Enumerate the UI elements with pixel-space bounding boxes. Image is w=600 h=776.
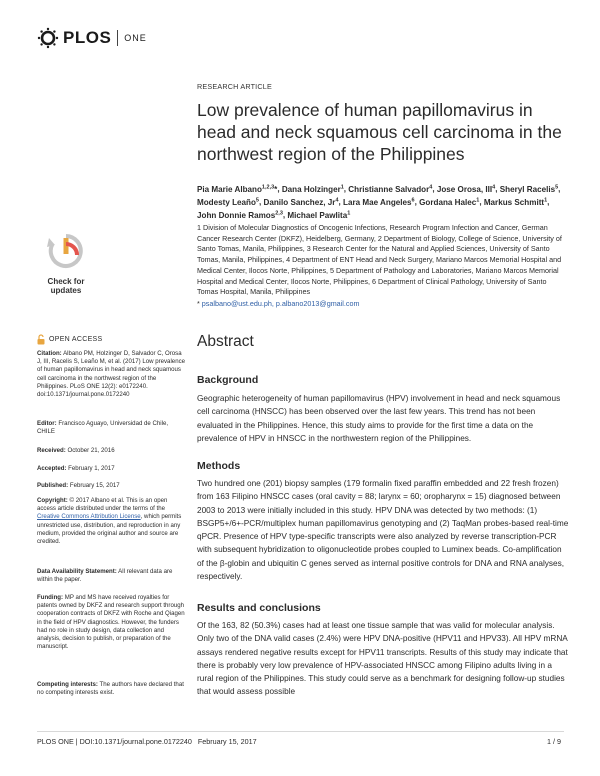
received-block bbox=[37, 447, 187, 455]
check-label-line1: Check for bbox=[47, 277, 85, 286]
author-affiliation-number: 5 bbox=[255, 196, 259, 203]
logo-sub: ONE bbox=[124, 33, 147, 43]
results-heading: Results and conclusions bbox=[197, 602, 321, 614]
author bbox=[197, 211, 283, 220]
competing-label: Competing interests: bbox=[37, 681, 98, 688]
affiliation-text: Division of Molecular Diagnostics of Oncogenic Infections, Research Program Infection and Cancer, German Cancer Research Center (DKFZ), Heidelberg, Germany, bbox=[197, 223, 548, 243]
competing-interests-block bbox=[37, 681, 187, 697]
methods-text: Two hundred one (201) biopsy samples (179 formalin fixed paraffin embedded and 22 fresh frozen) from 163 Filipino HNSCC cases (oral cavity = 88; larynx = 60; oropharynx = 15) diagnosed between 2003 to 2013 were initially included in this study. HPV DNA was detected by two methods: (1) BSGP5+/6+-PCR/multiplex human papillomavirus genotyping and (2) TaqMan probes-based real-time qPCR. Presence of HPV type-specific transcripts were also analyzed by reverse transcription-PCR with subsequent hybridization to oligonucleotide probes coupled to Luminex beads. Co-amplification of the β-globin and ubiquitin C genes served as internal positive controls for DNA and RNA analyses, respectively. bbox=[197, 479, 569, 582]
citation-text: Albano PM, Holzinger D, Salvador C, Orosa J, III, Racelis S, Leaño M, et al. (2017) Low prevalence of human papillomavirus in head and neck squamous cell carcinoma in the northwest region of the Philippines. PLoS ONE 12(2): e0172240. doi:10.1371/journal.pone.0172240 bbox=[37, 350, 186, 399]
funding-text: MP and MS have received royalties for patents owned by DKFZ and research support through cooperation contracts of DKFZ with Roche and Qiagen in the field of HPV diagnostics. However, the funders had no role in study design, data collection and analysis, decision to publish, or preparation of the manuscript. bbox=[37, 594, 185, 651]
data-availability-label: Data Availability Statement: bbox=[37, 568, 117, 575]
affiliation-text: Department of Pathology and Laboratories, Mariano Marcos Memorial Hospital and Medical Center, Ilocos Norte, Philippines, bbox=[197, 265, 559, 286]
received-label: Received: bbox=[37, 447, 66, 454]
editor-block bbox=[37, 420, 187, 436]
copyright-block bbox=[37, 497, 187, 546]
author-name: John Donnie Ramos bbox=[197, 210, 276, 220]
author bbox=[484, 198, 547, 207]
article-type: RESEARCH ARTICLE bbox=[197, 82, 272, 91]
footer-divider bbox=[37, 731, 564, 732]
author-name: Dana Holzinger bbox=[281, 184, 341, 194]
author bbox=[419, 198, 479, 207]
plos-one-logo bbox=[37, 26, 157, 50]
author bbox=[287, 211, 350, 220]
published-block bbox=[37, 482, 187, 490]
email-marker: * bbox=[197, 299, 202, 308]
author-affiliation-number: 4 bbox=[492, 184, 496, 190]
author-name: Markus Schmitt bbox=[483, 197, 545, 207]
author-affiliation-number: 6 bbox=[411, 196, 415, 203]
affiliations bbox=[197, 223, 567, 298]
check-label-line2: updates bbox=[50, 286, 82, 295]
accepted-label: Accepted: bbox=[37, 465, 67, 472]
author-affiliation-number: 1 bbox=[476, 196, 480, 203]
received-text: October 21, 2016 bbox=[67, 447, 115, 454]
author-affiliation-number: 5 bbox=[555, 184, 559, 190]
plos-logo-mark-icon bbox=[37, 27, 59, 49]
citation-label: Citation: bbox=[37, 350, 62, 357]
affiliation-text: Department of Biology, College of Science, University of Santo Tomas, Manila, Philippines, bbox=[197, 233, 562, 254]
page-number: 1 / 9 bbox=[547, 737, 561, 746]
open-access-badge bbox=[37, 334, 102, 345]
affiliation-number: 2 bbox=[377, 233, 384, 243]
competing-text: The authors have declared that no competing interests exist. bbox=[37, 681, 184, 697]
author-affiliation-number: 1 bbox=[340, 184, 344, 190]
author bbox=[263, 198, 338, 207]
author-name: Christianne Salvador bbox=[348, 184, 430, 194]
author-name: Lara Mae Angeles bbox=[343, 197, 412, 207]
affiliation-text: Department of ENT Head and Neck Surgery, Mariano Marcos Memorial Hospital and Medical Center, Ilocos Norte, Philippines, bbox=[197, 255, 562, 275]
accepted-text: February 1, 2017 bbox=[68, 465, 115, 472]
article-title: Low prevalence of human papillomavirus in head and neck squamous cell carcinoma in the northwest region of the Philippines bbox=[197, 100, 562, 164]
affiliation-text: Research Center for the Natural and Applied Sciences, University of Santo Tomas, Manila, Philippines, bbox=[197, 244, 550, 265]
abstract-heading: Abstract bbox=[197, 333, 254, 350]
affiliation-number: 4 bbox=[286, 255, 293, 265]
author bbox=[348, 185, 432, 194]
author-affiliation-number: 4 bbox=[335, 196, 339, 203]
affiliation-number: 5 bbox=[330, 265, 337, 275]
corresponding-email bbox=[197, 299, 567, 308]
cc-license-link[interactable]: Creative Commons Attribution License bbox=[37, 513, 141, 521]
author-affiliation-number: 1,2,3 bbox=[261, 184, 275, 190]
editor-text: Francisco Aguayo, Universidad de Chile, CHILE bbox=[37, 420, 169, 436]
affiliation-text: Department of Clinical Pathology, University of Santo Tomas Hospital, Manila, Philippines bbox=[197, 276, 547, 297]
logo-word: PLOS bbox=[63, 28, 112, 47]
corresponding-marker: * bbox=[274, 184, 278, 194]
author-name: Pia Marie Albano bbox=[197, 184, 262, 194]
results-text: Of the 163, 82 (50.3%) cases had at least one tissue sample that was valid for molecular analysis. Only two of the DNA valid cases (2.4%) were HPV DNA-positive (HPV11 and HPV33). All HPV mRNA assays rendered negative results except for HPV11 transcripts. Results of this study may indicate that there is probably very low prevalence of HPV-associated HNSCC among Filipino adults living in a rural region of the Philippines. This study could serve as a benchmark for designing follow-up studies that would assess possible bbox=[197, 621, 568, 697]
author-list: Pia Marie Albano$^{1,2,3}$*, Dana Holzinger$^1$, Christianne Salvador$^4$, Jose Orosa, III$^4$, Sheryl Racelis$^5$, Modesty Leaño$^5$, Danilo Sanchez, Jr$^4$, Lara Mae Angeles$^6$, Gordana Halec$^1$, Markus Schmitt$^1$, John Donnie Ramos$^{2,3}$, Michael Pawlita$^1$ bbox=[197, 184, 561, 220]
affiliation-number: 3 bbox=[306, 244, 313, 254]
background-text: Geographic heterogeneity of human papillomavirus (HPV) involvement in head and neck squamous cell carcinoma (HNSCC) has been observed over the last few years. This trend has not been evaluated in the Philippines. Hence, this study aims to provide for the first time a data on the prevalence of HPV in HNSCC in the northwestern region of the Philippines. bbox=[197, 394, 561, 443]
author-name: Gordana Halec bbox=[419, 197, 477, 207]
affiliation-number: 1 bbox=[197, 223, 203, 232]
author bbox=[282, 185, 344, 194]
published-label: Published: bbox=[37, 482, 69, 489]
author-affiliation-number: 1 bbox=[544, 196, 548, 203]
data-availability-text: All relevant data are within the paper. bbox=[37, 568, 173, 584]
author bbox=[500, 185, 558, 194]
logo-divider bbox=[117, 30, 118, 46]
footer-citation: PLOS ONE | DOI:10.1371/journal.pone.0172240 February 15, 2017 bbox=[37, 737, 257, 746]
check-for-updates-badge[interactable] bbox=[37, 232, 95, 294]
author bbox=[343, 198, 415, 207]
editor-label: Editor: bbox=[37, 420, 57, 427]
author-affiliation-number: 4 bbox=[429, 184, 433, 190]
copyright-label: Copyright: bbox=[37, 497, 68, 504]
author bbox=[437, 185, 495, 194]
author-name: Jose Orosa, III bbox=[436, 184, 493, 194]
author-name: Modesty Leaño bbox=[197, 197, 256, 207]
affiliation-number: 6 bbox=[372, 276, 378, 286]
author-name: Sheryl Racelis bbox=[499, 184, 556, 194]
funding-block bbox=[37, 594, 187, 651]
published-text: February 15, 2017 bbox=[69, 482, 120, 489]
author-affiliation-number: 1 bbox=[347, 209, 351, 216]
author-name: Danilo Sanchez, Jr bbox=[263, 197, 336, 207]
open-lock-icon bbox=[37, 334, 45, 345]
author bbox=[197, 198, 259, 207]
data-availability-block bbox=[37, 568, 187, 584]
copyright-text-2: , which permits unrestricted use, distribution, and reproduction in any medium, provided the original author and source are credited. bbox=[37, 513, 182, 546]
open-access-label: OPEN ACCESS bbox=[49, 336, 103, 343]
check-for-updates-icon bbox=[37, 232, 95, 272]
author bbox=[197, 185, 277, 194]
copyright-text-1: © 2017 Albano et al. This is an open access article distributed under the terms of the bbox=[37, 497, 168, 513]
background-heading: Background bbox=[197, 374, 259, 386]
funding-label: Funding: bbox=[37, 594, 64, 601]
author-name: Michael Pawlita bbox=[287, 210, 348, 220]
email-link[interactable]: psalbano@ust.edu.ph, p.albano2013@gmail.com bbox=[201, 299, 360, 308]
author-affiliation-number: 2,3 bbox=[275, 209, 283, 216]
methods-heading: Methods bbox=[197, 460, 241, 472]
accepted-block bbox=[37, 465, 187, 473]
citation-block bbox=[37, 350, 187, 399]
